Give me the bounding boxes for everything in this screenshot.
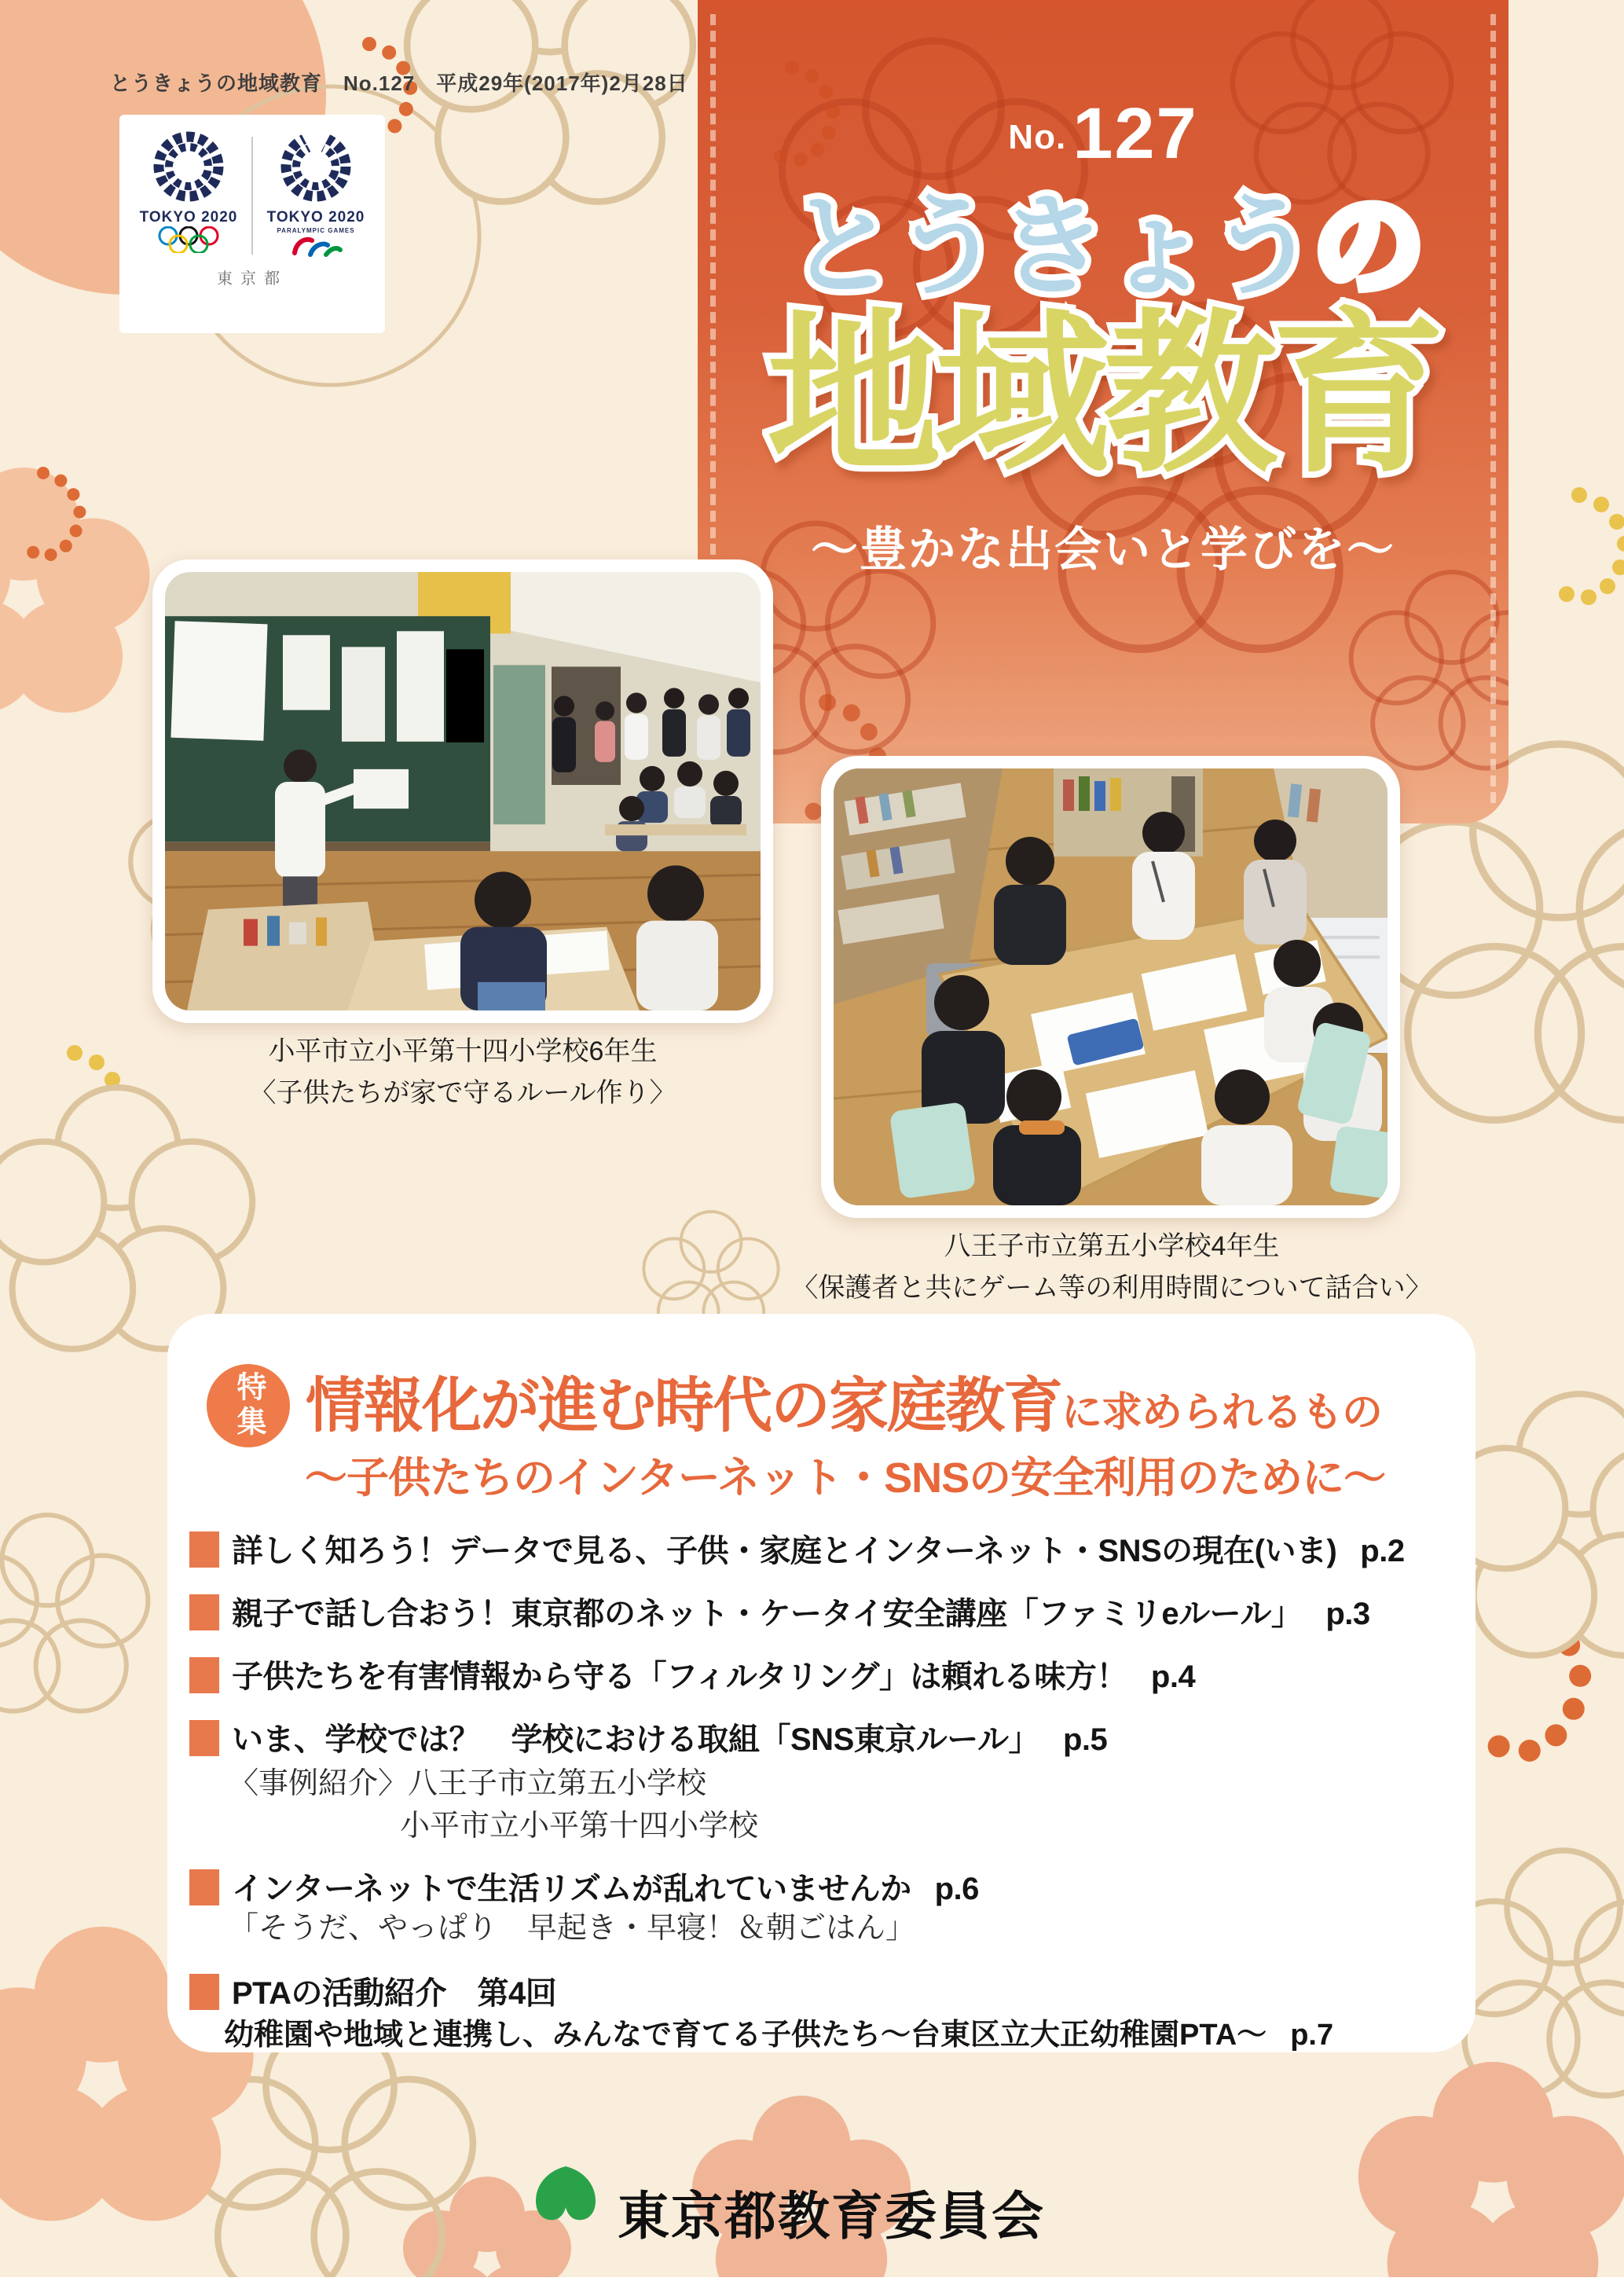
bottom-page-margin (0, 2277, 1624, 2296)
bullet-square-icon (189, 1531, 219, 1568)
toc-item-1 (189, 1526, 1405, 1571)
bullet-square-icon (189, 1594, 219, 1630)
photo-classroom-illustration (165, 572, 761, 1010)
issue-prefix: No. (1008, 118, 1067, 156)
toc-item-5-sub1: 「そうだ、やっぱり 早起き・早寝！＆朝ごはん」 (229, 1912, 916, 1945)
bullet-square-icon (189, 1657, 219, 1693)
toc-item-3 (189, 1652, 1195, 1696)
issue-number-value: 127 (1072, 94, 1198, 174)
paralympic-emblem-block (261, 126, 371, 258)
toc-item-4-page: p.5 (1062, 1722, 1108, 1757)
feature-box (167, 1314, 1476, 2052)
photo2-caption-line1: 八王子市立第五小学校4年生 (944, 1231, 1280, 1261)
toc-item-6-line2 (224, 2010, 1333, 2053)
feature-badge (207, 1364, 290, 1447)
olympic-emblem-block (134, 126, 244, 253)
photo2-caption (790, 1226, 1434, 1308)
paralympic-title: TOKYO 2020 (266, 209, 365, 226)
toc-item-6-text: PTAの活動紹介 第4回 (232, 1976, 557, 2011)
feature-subtitle: 〜子供たちのインターネット・SNSの安全利用のために〜 (305, 1454, 1386, 1502)
photo-discussion-illustration (834, 768, 1388, 1205)
emblems-row (134, 126, 371, 258)
feature-badge-label: 特集 (232, 1371, 265, 1440)
paralympic-emblem-icon (275, 126, 357, 207)
title-main: 地域教育 地域教育 (767, 308, 1439, 482)
toc-item-1-text: 詳しく知ろう！データで見る、子供・家庭とインターネット・SNSの現在(いま) (232, 1534, 1337, 1568)
toc-item-4-text: いま、学校では？ 学校における取組「SNS東京ルール」 (232, 1722, 1039, 1757)
feature-title-main: 情報化が進む時代の家庭教育 (306, 1373, 1061, 1440)
toc-item-2-page: p.3 (1325, 1597, 1370, 1631)
toc-item-6-line2-text: 幼稚園や地域と連携し、みんなで育てる子供たち〜台東区立大正幼稚園PTA〜 (224, 2019, 1267, 2052)
bullet-square-icon (189, 1720, 219, 1756)
toc-item-6-page: p.7 (1290, 2019, 1334, 2052)
toc-item-6 (189, 1968, 556, 2013)
toc-item-2-text: 親子で話し合おう！東京都のネット・ケータイ安全講座「ファミリeルール」 (232, 1597, 1303, 1631)
photo-card-discussion (821, 756, 1400, 1218)
photo1-caption-line2: 〈子供たちが家で守るルール作り〉 (249, 1077, 676, 1108)
toc-item-5-text: インターネットで生活リズムが乱れていませんか (232, 1872, 911, 1906)
issue-info-line: とうきょうの地域教育 No.127 平成29年(2017年)2月28日 (110, 72, 688, 95)
magazine-subtitle: 〜豊かな出会いと学びを〜 (811, 523, 1395, 576)
title-kana: とうきょう とうきょう (787, 192, 1314, 302)
magazine-title-line2 (698, 298, 1509, 493)
issue-number (698, 93, 1509, 175)
bullet-square-icon (189, 1974, 219, 2010)
toc-item-4-sub1: 〈事例紹介〉八王子市立第五小学校 (229, 1767, 707, 1800)
feature-title (306, 1358, 1382, 1443)
toc-item-2 (189, 1589, 1370, 1634)
toc-item-3-text: 子供たちを有害情報から守る「フィルタリング」は頼れる味方！ (232, 1660, 1127, 1694)
toc-item-5 (189, 1864, 979, 1909)
title-banner (698, 0, 1509, 823)
feature-title-suffix: に求められるもの (1061, 1390, 1383, 1436)
olympic-rings-icon (152, 226, 225, 253)
toc-item-5-page: p.6 (934, 1872, 979, 1906)
magazine-title-line1 (698, 185, 1509, 308)
photo2-caption-line2: 〈保護者と共にゲーム等の利用時間について話合い〉 (791, 1272, 1432, 1303)
toc-item-3-page: p.4 (1150, 1660, 1196, 1694)
tokyo-metropolis-leaf-icon (533, 2165, 599, 2223)
title-particle: の の (1314, 192, 1419, 302)
tokyo2020-logo-box (119, 115, 385, 333)
toc-item-4-sub2: 小平市立小平第十四小学校 (400, 1810, 759, 1843)
toc-item-4 (189, 1715, 1107, 1759)
tokyo-org-label: 東京都 (217, 270, 288, 288)
paralympic-subtitle: PARALYMPIC GAMES (277, 227, 355, 234)
publisher-name: 東京都教育委員会 (618, 2187, 1045, 2245)
olympic-emblem-icon (148, 126, 229, 207)
bullet-square-icon (189, 1869, 219, 1905)
paralympic-agitos-icon (288, 234, 343, 258)
photo-card-classroom (152, 559, 773, 1023)
olympic-title: TOKYO 2020 (139, 209, 238, 226)
emblem-divider (251, 137, 253, 255)
photo1-caption-line1: 小平市立小平第十四小学校6年生 (268, 1036, 658, 1066)
photo1-caption (152, 1031, 773, 1113)
toc-item-1-page: p.2 (1360, 1534, 1405, 1568)
